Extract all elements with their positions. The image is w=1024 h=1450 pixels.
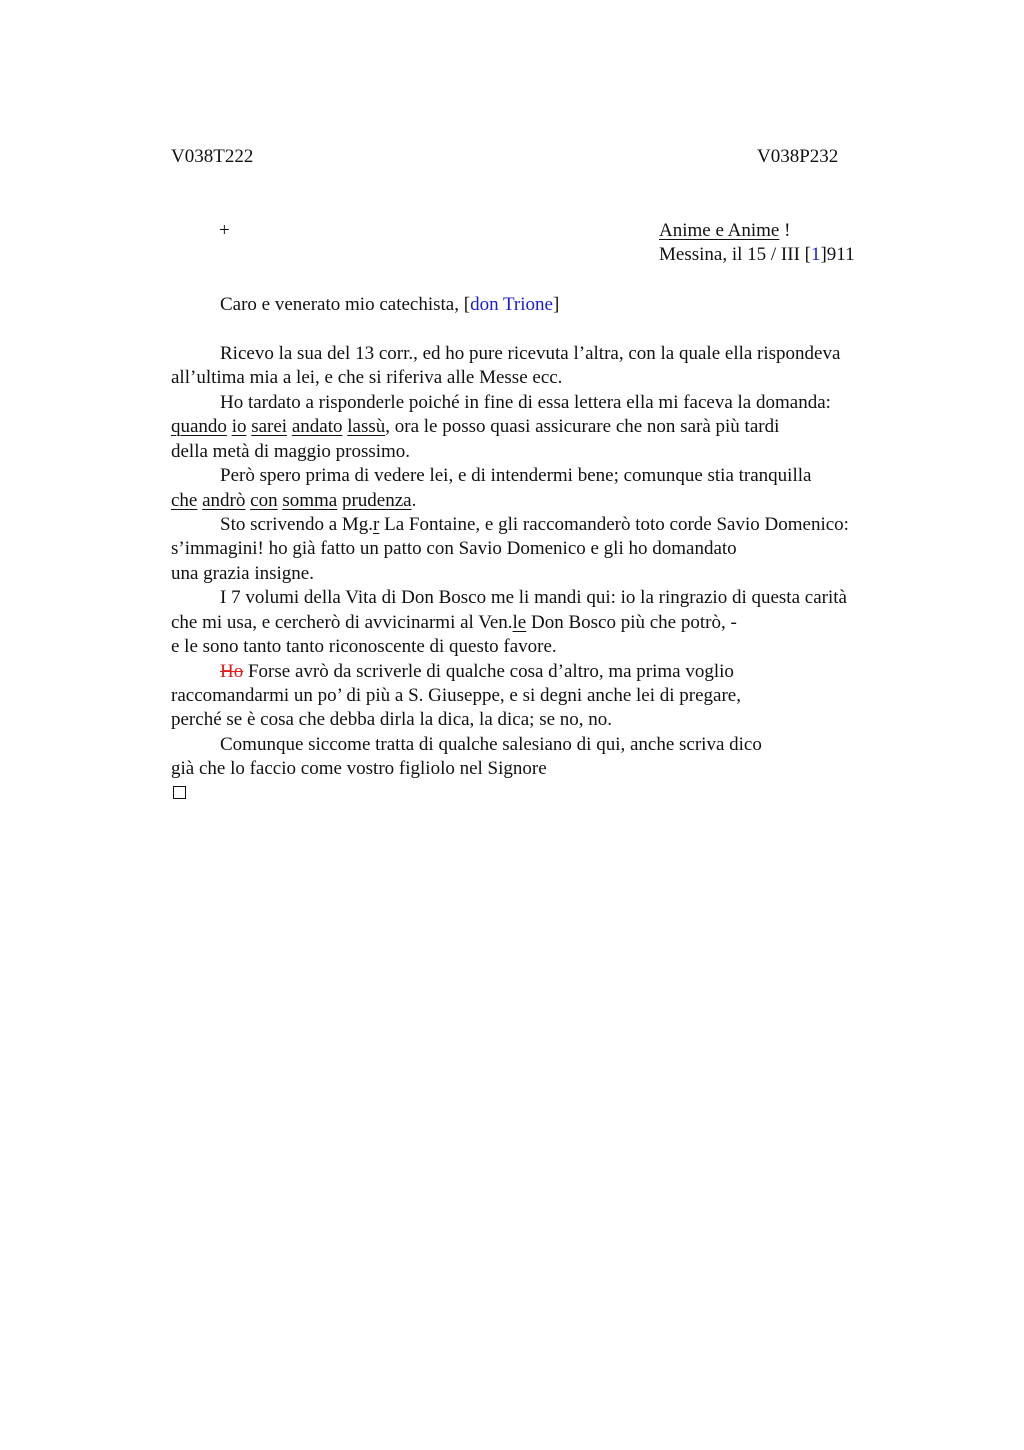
motto-exclamation: ! [779, 220, 791, 241]
body-line-12 [171, 611, 737, 635]
body-line-2: all’ultima mia a lei, e che si riferiva alle Messe ecc. [171, 367, 563, 388]
underlined-word: andato [291, 416, 343, 437]
body-line-4 [171, 415, 779, 439]
underlined-word: che [171, 490, 198, 511]
body-line-7-rest: . [411, 490, 417, 511]
body-line-4-rest: , ora le posso quasi assicurare che non sarà più tardi [385, 416, 780, 437]
salutation-start: Caro e venerato mio catechista, [ [220, 294, 471, 315]
page-end-box-icon [173, 786, 186, 799]
document-code-left: V038T222 [171, 146, 254, 167]
body-line-8-start: Sto scrivendo a Mg. [220, 514, 374, 535]
body-line-12-end: Don Bosco più che potrò, - [526, 612, 737, 633]
body-line-14 [220, 660, 734, 684]
body-line-7 [171, 489, 416, 513]
abbreviation-suffix: r [373, 514, 380, 535]
cross-mark: + [219, 220, 230, 241]
underlined-word: io [231, 416, 247, 437]
recipient-name: don Trione [470, 294, 553, 315]
underlined-word: quando [171, 416, 227, 437]
body-line-9: s’immagini! ho già fatto un patto con Savio Domenico e gli ho domandato [171, 538, 737, 559]
body-line-11: I 7 volumi della Vita di Don Bosco me li mandi qui: io la ringrazio di questa carità [220, 587, 847, 608]
underlined-word: lassù [347, 416, 386, 437]
body-line-1: Ricevo la sua del 13 corr., ed ho pure ricevuta l’altra, con la quale ella rispondeva [220, 343, 841, 364]
underlined-word: andrò [202, 490, 246, 511]
motto [659, 220, 790, 242]
body-line-18: già che lo faccio come vostro figliolo nel Signore [171, 758, 547, 779]
body-line-3: Ho tardato a risponderle poiché in fine di essa lettera ella mi faceva la domanda: [220, 392, 831, 413]
body-line-6: Però spero prima di vedere lei, e di intendermi bene; comunque stia tranquilla [220, 465, 812, 486]
body-line-5: della metà di maggio prossimo. [171, 441, 411, 462]
motto-text: Anime e Anime [659, 220, 780, 241]
body-line-12-start: che mi usa, e cercherò di avvicinarmi al Ven. [171, 612, 513, 633]
salutation-end: ] [552, 294, 560, 315]
body-line-10: una grazia insigne. [171, 563, 314, 584]
underlined-word: somma [282, 490, 338, 511]
body-line-15: raccomandarmi un po’ di più a S. Giuseppe, e si degni anche lei di pregare, [171, 685, 741, 706]
abbreviation-suffix: le [512, 612, 527, 633]
body-line-8 [220, 513, 849, 537]
underlined-word: prudenza [341, 490, 412, 511]
body-line-14-rest: Forse avrò da scriverle di qualche cosa d’altro, ma prima voglio [243, 661, 734, 682]
salutation [220, 293, 559, 317]
date-editorial-note: 1 [810, 244, 821, 265]
body-line-13: e le sono tanto tanto riconoscente di questo favore. [171, 636, 557, 657]
place-date-end: ]911 [820, 244, 855, 265]
place-date-start: Messina, il 15 / III [ [659, 244, 811, 265]
place-date [659, 244, 855, 266]
body-line-16: perché se è cosa che debba dirla la dica, la dica; se no, no. [171, 709, 613, 730]
struck-word: Ho [220, 661, 244, 682]
underlined-word: sarei [251, 416, 288, 437]
body-line-8-end: La Fontaine, e gli raccomanderò toto corde Savio Domenico: [379, 514, 849, 535]
underlined-word: con [250, 490, 278, 511]
body-line-17: Comunque siccome tratta di qualche salesiano di qui, anche scriva dico [220, 734, 762, 755]
document-code-right: V038P232 [757, 146, 839, 167]
